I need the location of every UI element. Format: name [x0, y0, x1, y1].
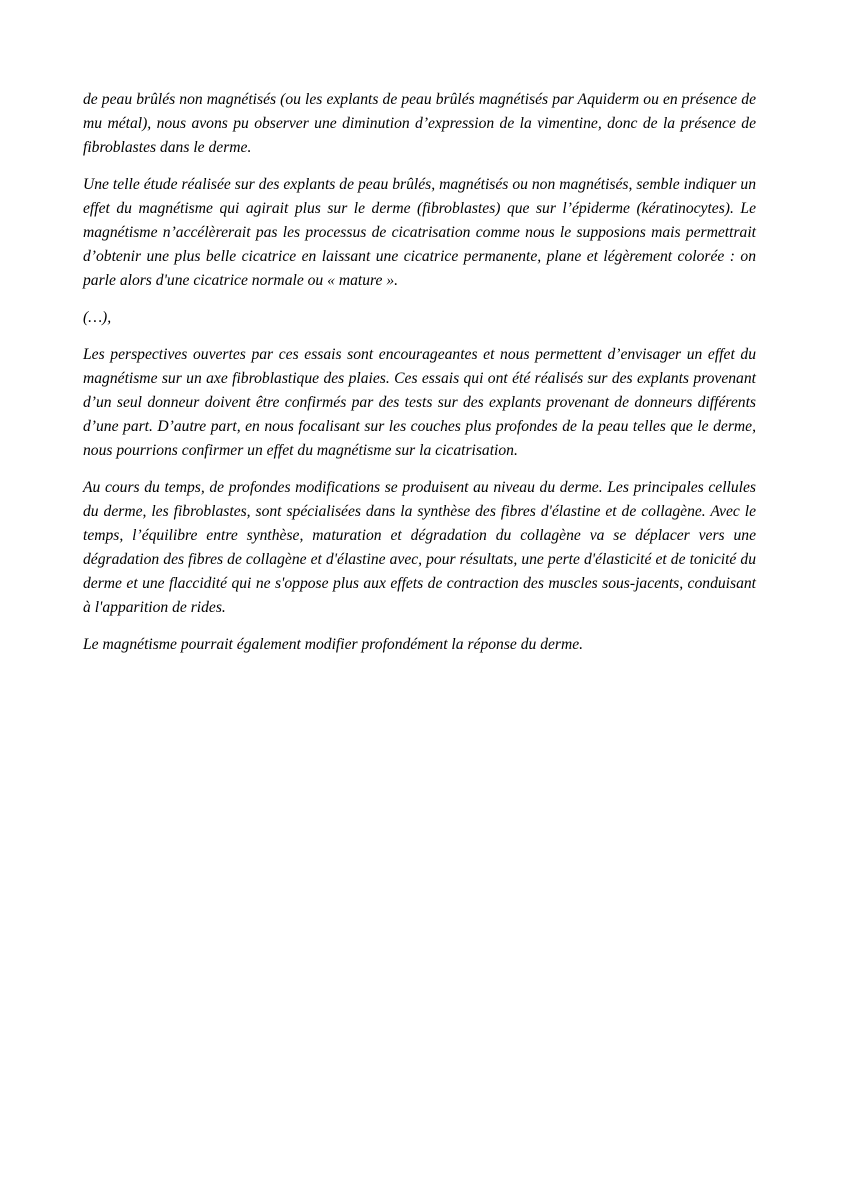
paragraph-study-findings: Une telle étude réalisée sur des explants de peau brûlés, magnétisés ou non magnétisés, semble indiquer un effet du magnétisme qui agirait plus sur le derme (fibroblastes) que sur l’épiderme (kératinocytes). Le magnétisme n’accélèrerait pas les processus de cicatrisation comme nous le supposions mais permettrait d’obtenir une plus belle cicatrice en laissant une cicatrice permanente, plane et légèrement colorée : on parle alors d'une cicatrice normale ou « mature ». [83, 176, 756, 289]
paragraph-conclusion: Le magnétisme pourrait également modifier profondément la réponse du derme. [83, 636, 584, 653]
document-body [83, 88, 756, 670]
paragraph-dermis-aging: Au cours du temps, de profondes modifications se produisent au niveau du derme. Les principales cellules du derme, les fibroblastes, sont spécialisées dans la synthèse des fibres d'élastine et de collagène. Avec le temps, l’équilibre entre synthèse, maturation et dégradation du collagène va se déplacer vers une dégradation des fibres de collagène et d'élastine avec, pour résultats, une perte d'élasticité et de tonicité du derme et une flaccidité qui ne s'oppose plus aux effets de contraction des muscles sous-jacents, conduisant à l'apparition de rides. [83, 479, 756, 616]
paragraph-perspectives: Les perspectives ouvertes par ces essais sont encourageantes et nous permettent d’envisager un effet du magnétisme sur un axe fibroblastique des plaies. Ces essais qui ont été réalisés sur des explants provenant d’un seul donneur doivent être confirmés par des tests sur des explants provenant de donneurs différents d’une part. D’autre part, en nous focalisant sur les couches plus profondes de la peau telles que le derme, nous pourrions confirmer un effet du magnétisme sur la cicatrisation. [83, 346, 756, 459]
paragraph-ellipsis: (…), [83, 309, 112, 326]
paragraph-vimentin-observation: de peau brûlés non magnétisés (ou les explants de peau brûlés magnétisés par Aquiderm ou en présence de mu métal), nous avons pu observer une diminution d’expression de la vimentine, donc de la présence de fibroblastes dans le derme. [83, 91, 756, 156]
